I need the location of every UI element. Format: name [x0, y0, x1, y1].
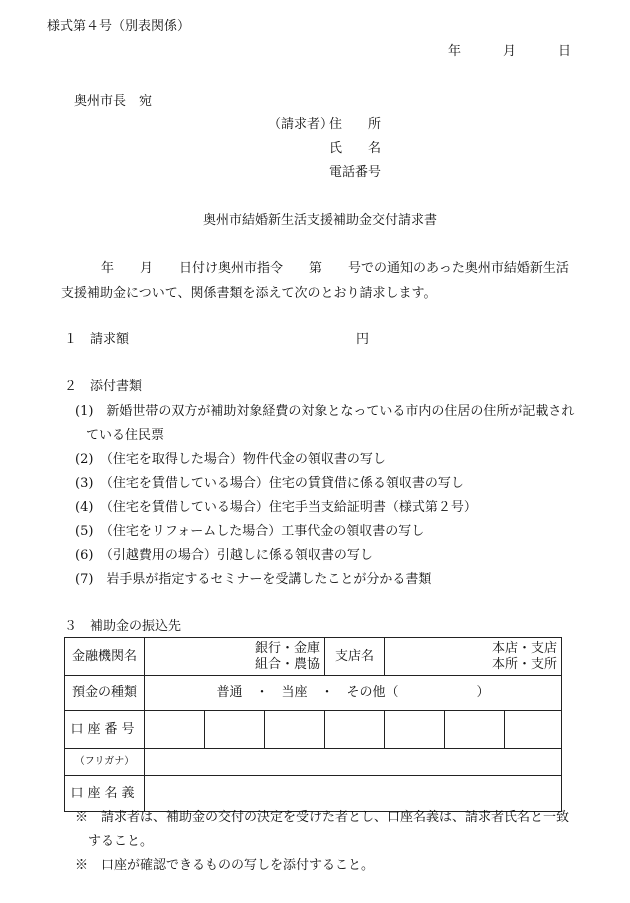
note-line: ※ 請求者は、補助金の交付の決定を受けた者とし、口座名義は、請求者氏名と一致: [75, 810, 570, 825]
note-line: すること。: [88, 834, 154, 849]
attachment-item: (4) （住宅を賃借している場合）住宅手当支給証明書（様式第２号）: [75, 500, 477, 515]
section3-label: ３ 補助金の振込先: [64, 619, 182, 634]
table-row: [65, 711, 562, 749]
furigana-field[interactable]: [145, 749, 562, 776]
note-line: ※ 口座が確認できるものの写しを添付すること。: [75, 858, 375, 873]
bank-type-cell[interactable]: [145, 638, 325, 676]
date-day: 日: [558, 44, 572, 59]
date-line: [448, 43, 571, 61]
account-digit-cell[interactable]: [265, 711, 325, 749]
requester-prefix: （請求者）: [268, 117, 334, 132]
section1-label: １ 請求額: [64, 332, 130, 347]
attachment-item: (5) （住宅をリフォームした場合）工事代金の領収書の写し: [75, 524, 425, 539]
furigana-label: （フリガナ）: [65, 749, 145, 776]
account-digit-cell[interactable]: [205, 711, 265, 749]
attachment-item: ている住民票: [86, 428, 165, 443]
requester-address-label: 住 所: [329, 117, 382, 132]
requester-phone-label: 電話番号: [329, 165, 382, 180]
attachment-item: (3) （住宅を賃借している場合）住宅の賃貸借に係る領収書の写し: [75, 476, 464, 491]
document-title: 奥州市結婚新生活支援補助金交付請求書: [203, 213, 438, 228]
branch-type-cell[interactable]: [385, 638, 562, 676]
section1-unit: 円: [356, 332, 370, 347]
table-row: [65, 776, 562, 812]
account-digit-cell[interactable]: [445, 711, 505, 749]
bank-type-2: 組合・農協: [254, 656, 320, 672]
account-digit-cell[interactable]: [325, 711, 385, 749]
attachment-item: (6) （引越費用の場合）引越しに係る領収書の写し: [75, 548, 373, 563]
account-digit-cell[interactable]: [505, 711, 562, 749]
addressee: 奥州市長 宛: [74, 94, 153, 109]
table-row: [65, 676, 562, 711]
intro-line-1: 年 月 日付け奥州市指令 第 号での通知のあった奥州市結婚新生活: [101, 261, 569, 276]
account-digit-cell[interactable]: [145, 711, 205, 749]
account-digit-cell[interactable]: [385, 711, 445, 749]
date-month: 月: [503, 44, 517, 59]
account-name-field[interactable]: [145, 776, 562, 812]
table-row: [65, 638, 562, 676]
branch-type-2: 本所・支所: [491, 656, 557, 672]
attachment-item: (1) 新婚世帯の双方が補助対象経費の対象となっている市内の住居の住所が記載され: [75, 404, 575, 419]
date-year: 年: [448, 44, 462, 59]
form-label: 様式第４号（別表関係）: [47, 19, 191, 34]
bank-name-label: 金融機関名: [65, 638, 145, 676]
account-name-label: 口座名義: [65, 776, 145, 812]
section2-label: ２ 添付書類: [64, 379, 143, 394]
intro-line-2: 支援補助金について、関係書類を添えて次のとおり請求します。: [61, 286, 437, 301]
bank-account-table: [64, 637, 562, 812]
table-row: [65, 749, 562, 776]
branch-name-label: 支店名: [325, 638, 385, 676]
account-number-label: 口座番号: [65, 711, 145, 749]
deposit-options[interactable]: 普通 ・ 当座 ・ その他（ ）: [145, 676, 562, 711]
attachment-item: (7) 岩手県が指定するセミナーを受講したことが分かる書類: [75, 572, 432, 587]
requester-name-label: 氏 名: [329, 141, 382, 156]
bank-type-1: 銀行・金庫: [254, 640, 320, 656]
attachment-item: (2) （住宅を取得した場合）物件代金の領収書の写し: [75, 452, 386, 467]
branch-type-1: 本店・支店: [491, 640, 557, 656]
deposit-type-label: 預金の種類: [65, 676, 145, 711]
